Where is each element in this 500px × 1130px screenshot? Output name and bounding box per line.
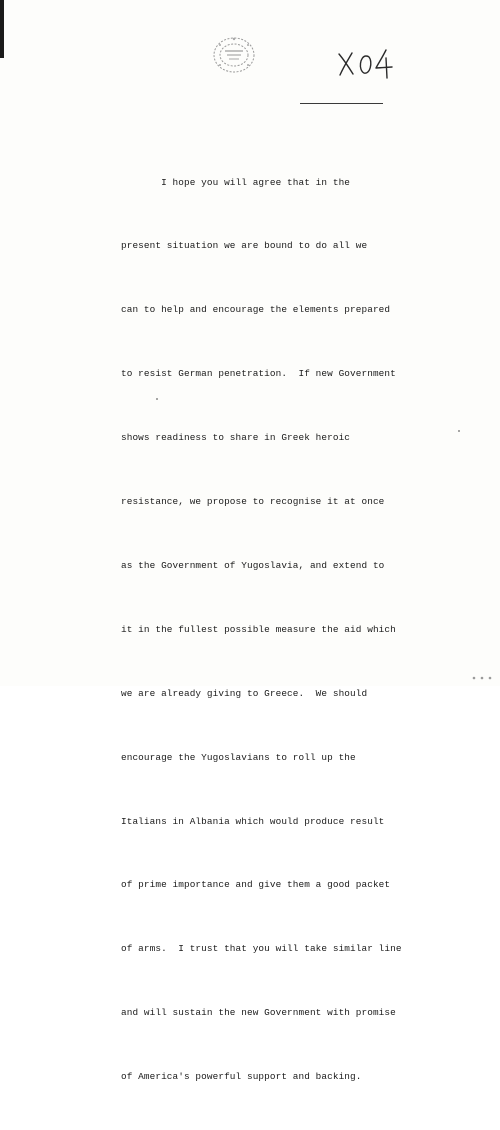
handwritten-mark [336,44,396,80]
letter-line: we are already giving to Greece. We should [121,687,368,699]
page-corner-mark [470,674,494,682]
scan-speck [458,430,460,432]
letter-line: can to help and encourage the elements prepared [121,304,391,316]
letter-line: encourage the Yugoslavians to roll up the [121,751,356,763]
letter-line: it in the fullest possible measure the aid which [121,623,396,635]
letter-line: of arms. I trust that you will take similar line [121,943,402,955]
letter-line: and will sustain the new Government with promise [121,1007,396,1019]
horizontal-rule [300,103,383,104]
letter-line: present situation we are bound to do all we [121,240,368,252]
letter-line: shows readiness to share in Greek heroic [121,432,351,444]
letter-body [121,129,496,1130]
letter-line: to resist German penetration. If new Government [121,368,396,380]
letter-line: resistance, we propose to recognise it at once [121,496,385,508]
letter-line: of America's powerful support and backing. [121,1071,362,1083]
letter-line: I hope you will agree that in the [121,176,351,188]
scan-speck [156,398,158,400]
letter-line: Italians in Albania which would produce result [121,815,385,827]
scan-edge-mark [0,0,4,58]
letter-line: as the Government of Yugoslavia, and extend to [121,559,385,571]
embossed-seal-icon [210,33,258,77]
letter-line: of prime importance and give them a good packet [121,879,391,891]
